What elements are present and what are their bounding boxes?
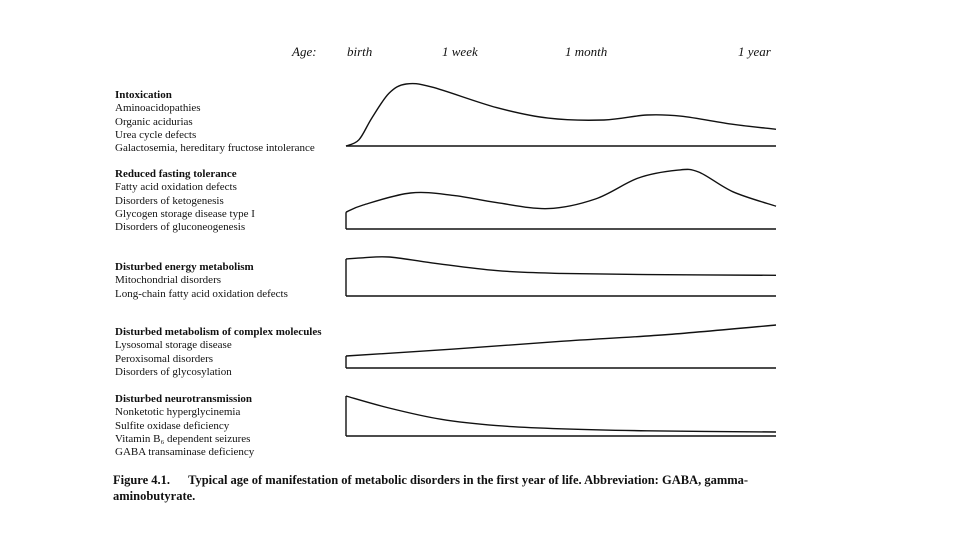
age-tick-1-year: 1 year <box>738 44 771 59</box>
group-item: Lysosomal storage disease <box>115 339 232 352</box>
caption-text: Typical age of manifestation of metabolic disorders in the first year of life. Abbreviation: GABA, gamma-aminobutyrate. <box>113 473 749 503</box>
group-title: Disturbed neurotransmission <box>115 393 253 405</box>
group-item: Mitochondrial disorders <box>115 274 222 287</box>
group-item: Urea cycle defects <box>115 128 197 141</box>
group-item: Vitamin B₆ dependent seizures <box>115 432 251 445</box>
curve-disturbed-energy-metabolism <box>346 257 776 276</box>
curve-intoxication <box>346 83 776 146</box>
group-item: Disorders of glycosylation <box>115 365 232 378</box>
curve-complex-molecules <box>346 325 776 356</box>
group-item: Glycogen storage disease type I <box>115 207 255 220</box>
caption-number: Figure 4.1. <box>113 473 171 487</box>
group-item: Peroxisomal disorders <box>115 352 214 365</box>
group-item: Disorders of ketogenesis <box>115 194 224 207</box>
age-axis-label: Age: <box>292 44 317 59</box>
group-item: Aminoacidopathies <box>115 102 201 115</box>
group-item: Disorders of gluconeogenesis <box>115 221 246 234</box>
group-item: Fatty acid oxidation defects <box>115 181 237 194</box>
group-item: Galactosemia, hereditary fructose intolerance <box>115 142 315 155</box>
group-item: GABA transaminase deficiency <box>115 446 255 459</box>
group-title: Disturbed energy metabolism <box>115 261 254 273</box>
age-tick-1-week: 1 week <box>442 44 478 59</box>
curve-reduced-fasting-tolerance <box>346 169 776 212</box>
group-item: Organic acidurias <box>115 115 193 128</box>
curve-disturbed-neurotransmission <box>346 396 776 432</box>
group-title: Disturbed metabolism of complex molecules <box>115 326 322 338</box>
group-title: Reduced fasting tolerance <box>115 168 237 180</box>
group-item: Long-chain fatty acid oxidation defects <box>115 287 288 300</box>
age-tick-1-month: 1 month <box>565 44 608 59</box>
age-tick-birth: birth <box>347 44 373 59</box>
group-item: Nonketotic hyperglycinemia <box>115 406 241 419</box>
group-title: Intoxication <box>115 89 172 101</box>
figure-caption <box>113 472 803 504</box>
group-item: Sulfite oxidase deficiency <box>115 419 230 432</box>
